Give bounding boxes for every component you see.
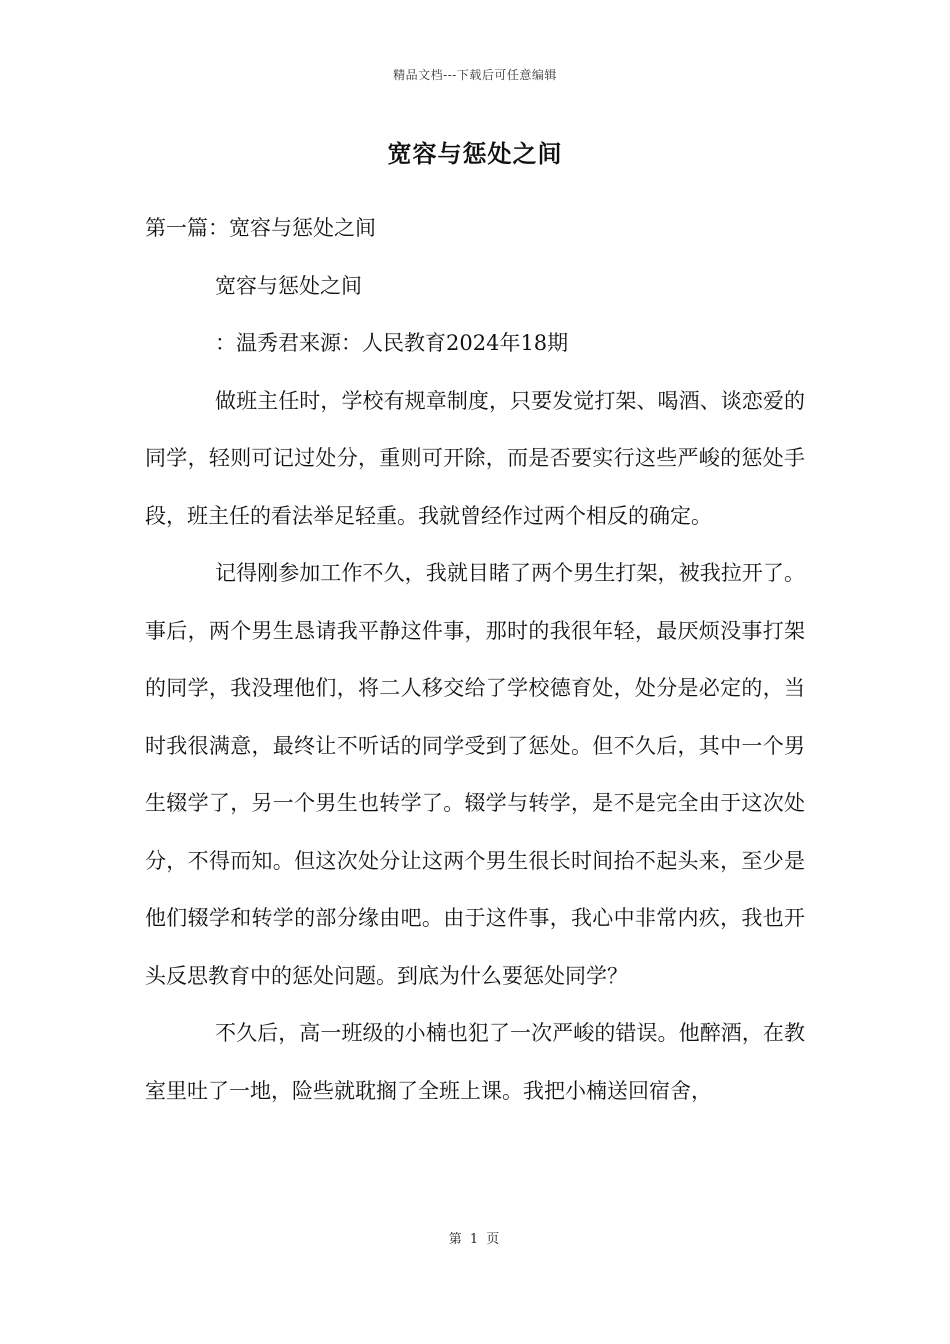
page-number: 第 1 页 [448,1232,502,1247]
section-heading: 第一篇：宽容与惩处之间 [145,216,376,240]
article-byline: ：温秀君来源：人民教育2024年18期 [215,331,569,355]
paragraph: 记得刚参加工作不久，我就目睹了两个男生打架，被我拉开了。事后，两个男生恳请我平静这件事，那时的我很年轻，最厌烦没事打架的同学，我没理他们，将二人移交给了学校德育处，处分是必定的，当时我很满意，最终让不听话的同学受到了惩处。但不久后，其中一个男生辍学了，另一个男生也转学了。辍学与转学，是不是完全由于这次处分，不得而知。但这次处分让这两个男生很长时间抬不起头来，至少是他们辍学和转学的部分缘由吧。由于这件事，我心中非常内疚，我也开头反思教育中的惩处问题。到底为什么要惩处同学？ [145,561,805,988]
paragraph: 不久后，高一班级的小楠也犯了一次严峻的错误。他醉酒，在教室里吐了一地，险些就耽搁了全班上课。我把小楠送回宿舍， [145,1021,805,1103]
document-body [145,200,805,1120]
article-subtitle: 宽容与惩处之间 [215,273,362,298]
page-header: 精品文档---下载后可任意编辑 [393,68,557,82]
paragraph: 做班主任时，学校有规章制度，只要发觉打架、喝酒、谈恋爱的同学，轻则可记过处分，重则可开除，而是否要实行这些严峻的惩处手段，班主任的看法举足轻重。我就曾经作过两个相反的确定。 [145,388,805,528]
document-title: 宽容与惩处之间 [387,139,563,168]
